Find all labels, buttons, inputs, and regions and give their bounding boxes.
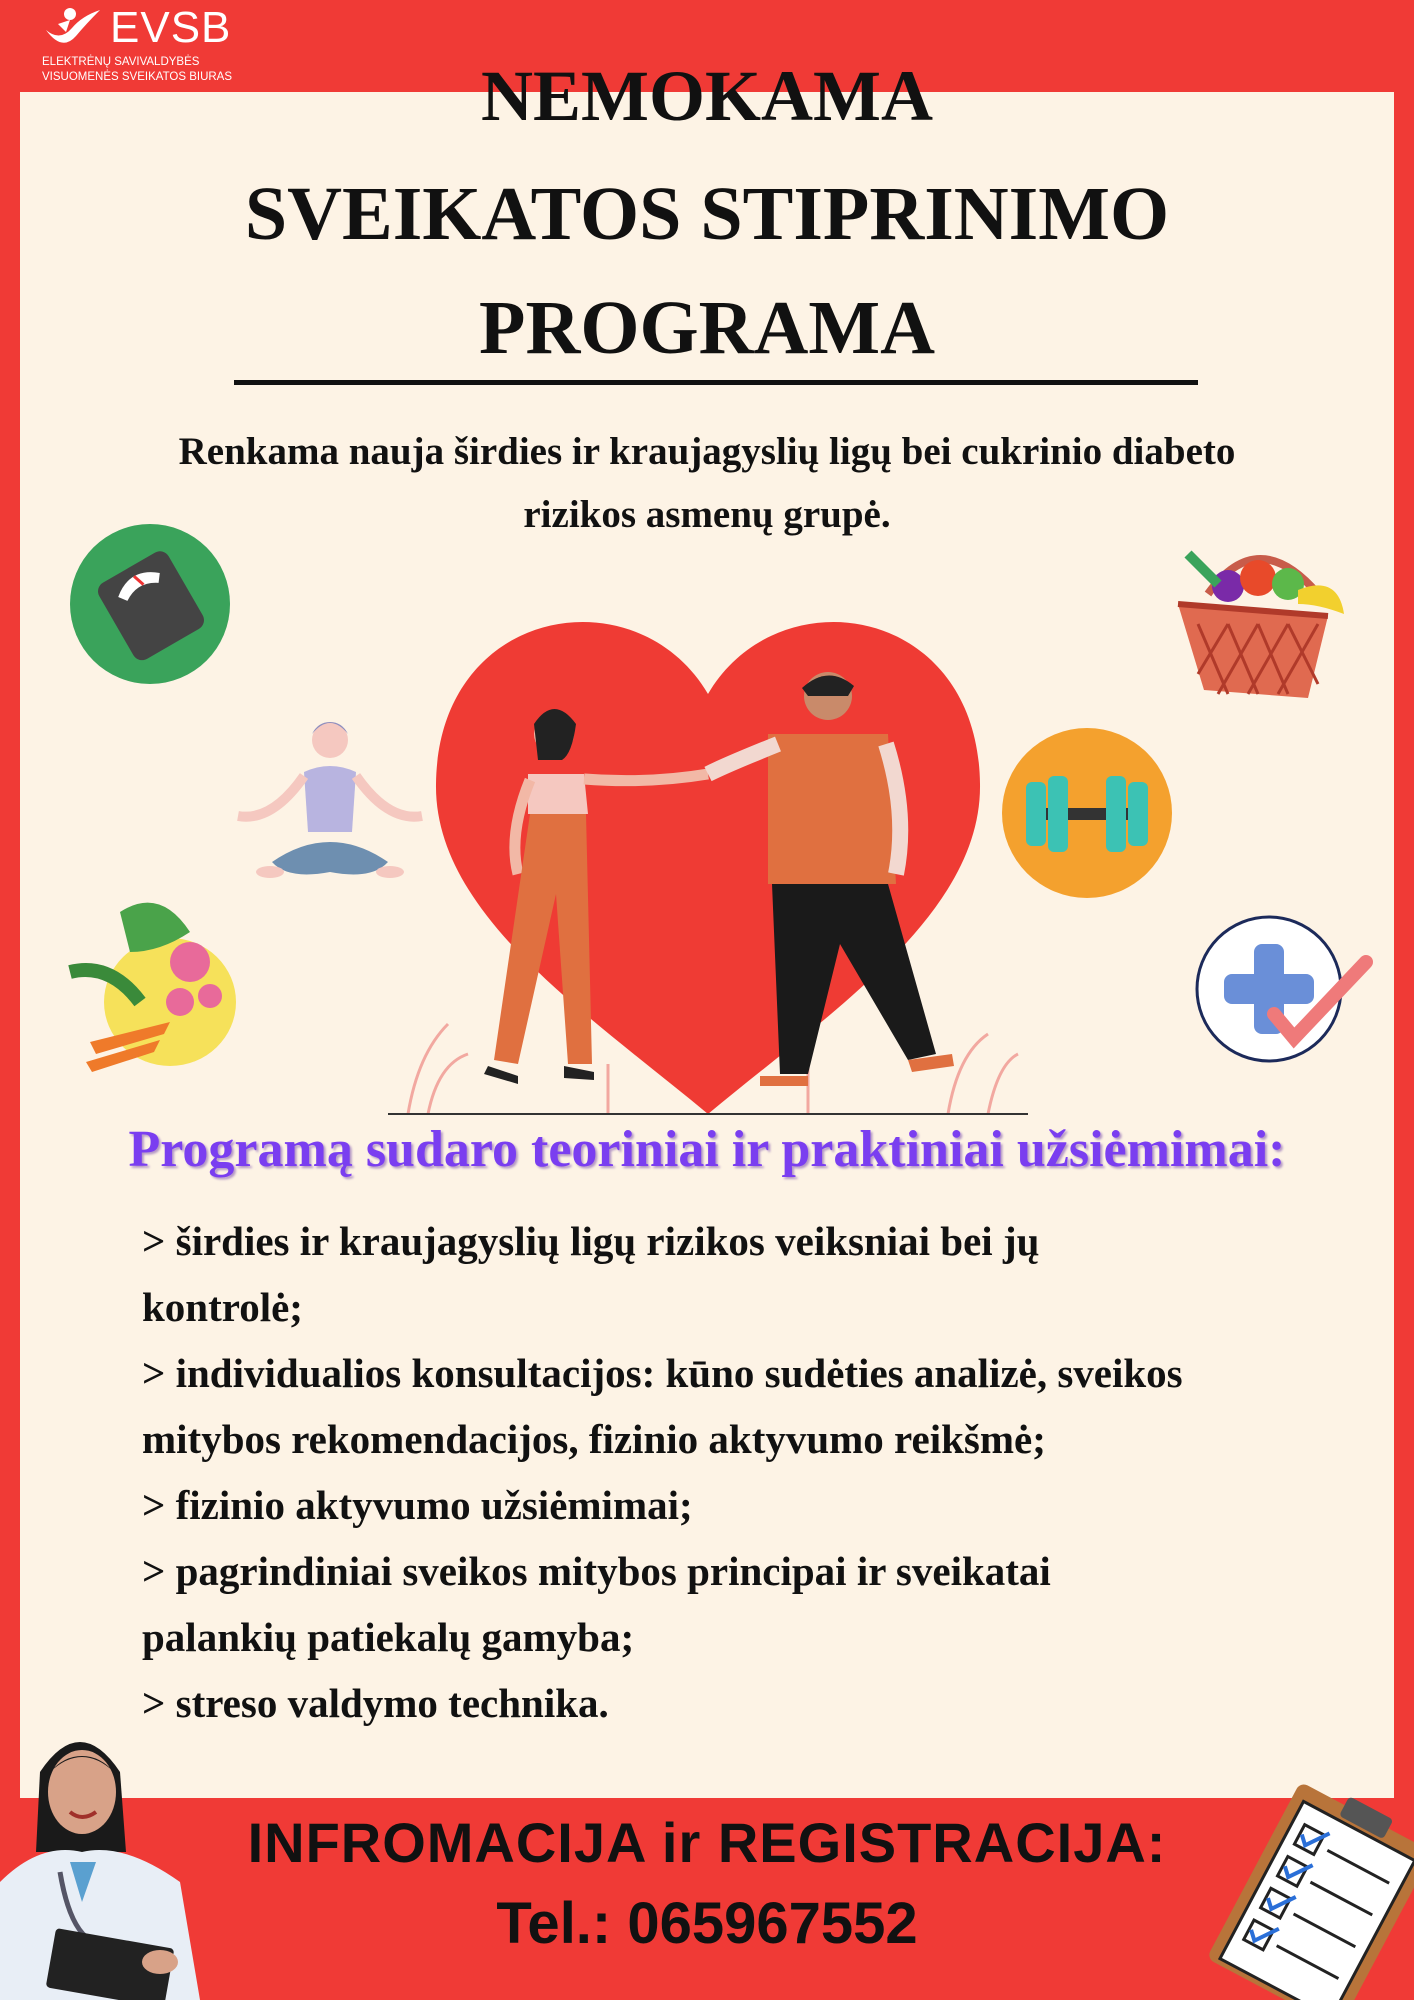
list-item: > širdies ir kraujagyslių ligų rizikos veiksniai bei jų (142, 1218, 1040, 1264)
list-item: kontrolė; (142, 1284, 303, 1330)
page-title (0, 52, 1414, 372)
heart-couple-illustration (388, 584, 1028, 1124)
logo-line2: VISUOMENĖS SVEIKATOS BIURAS (42, 71, 233, 83)
scale-icon (70, 524, 230, 684)
fruit-basket-icon (1168, 534, 1358, 714)
list-item: palankių patiekalų gamyba; (142, 1614, 635, 1660)
subtitle-line2: rizikos asmenų grupė. (523, 493, 891, 536)
subtitle-line1: Renkama nauja širdies ir kraujagyslių ligų bei cukrinio diabeto (178, 430, 1236, 473)
title-divider (234, 380, 1198, 385)
title-line1: NEMOKAMA (481, 56, 933, 136)
program-list (142, 1208, 1392, 1736)
medical-check-icon (1194, 914, 1374, 1064)
title-line2: SVEIKATOS STIPRINIMO (244, 172, 1170, 256)
footer-title: INFROMACIJA ir REGISTRACIJA: (247, 1811, 1167, 1874)
logo-line1: ELEKTRĖNŲ SAVIVALDYBĖS (42, 56, 200, 68)
list-item: > fizinio aktyvumo užsiėmimai; (142, 1482, 693, 1528)
vegetables-icon (60, 892, 240, 1078)
title-line3: PROGRAMA (479, 286, 935, 370)
list-item: > individualios konsultacijos: kūno sudėties analizė, sveikos (142, 1350, 1183, 1396)
list-item: mitybos rekomendacijos, fizinio aktyvumo reikšmė; (142, 1416, 1046, 1462)
dumbbell-icon (1002, 728, 1172, 898)
checklist-clipboard-illustration (1206, 1760, 1414, 2000)
program-heading: Programą sudaro teoriniai ir praktiniai užsiėmimai: (128, 1121, 1286, 1178)
people-logo-icon (42, 6, 104, 50)
phone-number[interactable]: Tel.: 065967552 (496, 1891, 918, 1956)
subtitle (60, 420, 1354, 546)
list-item: > pagrindiniai sveikos mitybos principai ir sveikatai (142, 1548, 1051, 1594)
logo-name: EVSB (110, 3, 232, 52)
list-item: > streso valdymo technika. (142, 1680, 609, 1726)
